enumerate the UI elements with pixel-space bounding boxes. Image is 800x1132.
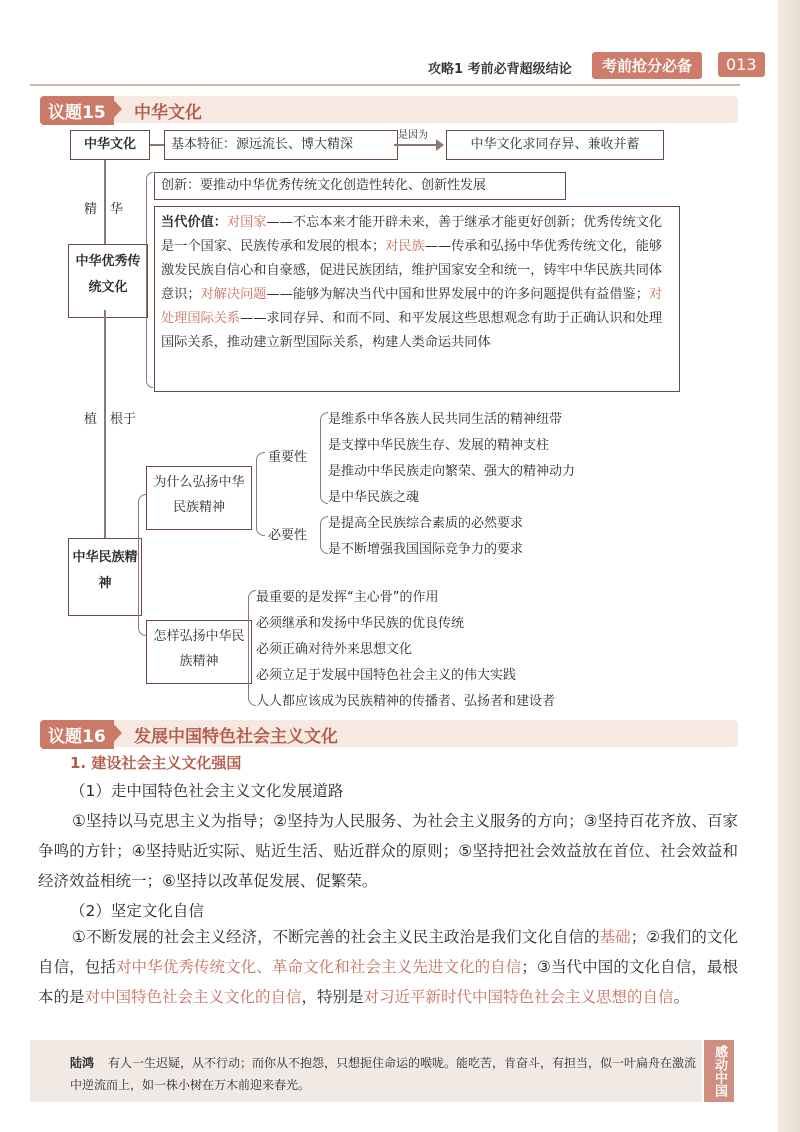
running-header: 攻略1 考前必背超级结论 [428,62,572,77]
p2-e: ；③当代中国的文化自信，最根本的是 [38,958,738,1006]
root-node: 中华文化 [70,130,150,160]
importance-item: 是维系中华各族人民共同生活的精神纽带 [328,412,563,427]
necessity-item: 是不断增强我国国际竞争力的要求 [328,542,524,557]
side-tag: 感动中国 [704,1040,734,1102]
value-t2: ——传承和弘扬中华优秀传统文化，能够激发民族自信心和自豪感，促进民族团结，维护国家安全和统一，铸牢中华民族共同体意识； [161,239,663,302]
value-k1: 对国家 [226,215,267,230]
value-k3: 对解决问题 [200,287,267,302]
tag-arrow [110,96,122,122]
topic16-tag: 议题16 [40,720,114,749]
topic15-tag: 议题15 [40,96,114,125]
value-t1: ——不忘本来才能开辟未来，善于继承才能更好创新；优秀传统文化是一个国家、民族传承和发展的根本； [161,215,663,254]
tag-arrow [110,720,122,746]
why-node: 为什么弘扬中华民族精神 [146,466,252,530]
value-t4: ——求同存异、和而不同、和平发展这些思想观念有助于正确认识和处理国际关系，推动建立新型国际关系，构建人类命运共同体 [161,311,663,350]
importance-brace [320,412,328,504]
value-k2: 对民族 [385,239,425,254]
quote-author: 陆鸿 [70,1056,95,1070]
importance-item: 是推动中华民族走向繁荣、强大的精神动力 [328,464,576,479]
subsection-title: 1. 建设社会主义文化强国 [70,754,242,772]
p2-d: 对中华优秀传统文化、革命文化和社会主义先进文化的自信 [115,958,522,976]
because-label: 是因为 [398,130,428,141]
p1-heading: （1）走中国特色社会主义文化发展道路 [70,782,344,800]
spirit-node: 中华民族精神 [68,538,142,616]
why-brace [256,452,265,536]
how-brace [248,590,256,706]
arrow-head [436,139,444,151]
quote-text: 有人一生迟疑，从不行动；而你从不抱怨，只想扼住命运的喉咙。能吃苦，肯奋斗，有担当，似一叶扁舟在激流中逆流而上，如一株小树在万木前迎来春光。 [70,1056,697,1092]
essence-label: 精 华 [84,202,124,217]
p1-body: ①坚持以马克思主义为指导；②坚持为人民服务、为社会主义服务的方向；③坚持百花齐放、百家争鸣的方针；④坚持贴近实际、贴近生活、贴近群众的原则；⑤坚持把社会效益放在首位、社会效益和经济效益相统一；⑥坚持以改革促发展、促繁荣。 [38,812,738,890]
value-label: 当代价值： [161,215,227,230]
p2-h: 对习近平新时代中国特色社会主义思想的自信 [363,988,674,1006]
basic-feature-node [164,130,398,160]
p2-i: 。 [673,988,690,1006]
p2-c: ；②我们的文化自信，包括 [38,928,738,976]
necessity-item: 是提高全民族综合素质的必然要求 [328,516,524,531]
p2-body [38,922,738,1012]
importance-item: 是支撑中华民族生存、发展的精神支柱 [328,438,550,453]
quote-block [70,1052,700,1096]
page-edge [778,0,800,1132]
how-item: 人人都应该成为民族精神的传播者、弘扬者和建设者 [256,694,556,709]
how-node: 怎样弘扬中华民族精神 [146,620,252,684]
header-badge: 考前抢分必备 [592,52,702,79]
necessity-brace [320,516,328,554]
value-k4: 对处理国际关系 [161,287,663,326]
feature-result-node: 中华文化求同存异、兼收并蓄 [446,130,664,160]
tradition-brace [146,172,153,388]
value-node [154,206,680,392]
how-item: 必须继承和发扬中华民族的优良传统 [256,616,465,631]
arrow-line [394,144,442,146]
rooted-label: 植 根于 [84,412,137,427]
p2-g: ，特别是 [301,988,364,1006]
importance-label: 重要性 [268,450,308,465]
connector [150,144,164,146]
header-rule [30,84,740,86]
p2-f: 对中国特色社会主义文化的自信 [84,988,302,1006]
innovation-node: 创新：要推动中华优秀传统文化创造性转化、创新性发展 [154,172,566,200]
p2-heading: （2）坚定文化自信 [70,902,204,920]
topic15-title: 中华文化 [134,103,202,123]
value-t3: ——能够为解决当代中国和世界发展中的许多问题提供有益借鉴； [266,287,649,302]
section-band [112,96,738,123]
how-item: 最重要的是发挥“主心骨”的作用 [256,590,439,605]
necessity-label: 必要性 [268,528,308,543]
page-number: 013 [718,52,765,77]
p2-b: 基础 [599,928,631,946]
how-item: 必须立足于发展中国特色社会主义的伟大实践 [256,668,517,683]
how-item: 必须正确对待外来思想文化 [256,642,413,657]
topic16-title: 发展中国特色社会主义文化 [134,727,338,747]
basic-feature-text: 基本特征：源远流长、博大精深 [171,137,354,152]
tradition-node: 中华优秀传统文化 [68,244,148,318]
importance-item: 是中华民族之魂 [328,490,420,505]
p2-a: ①不断发展的社会主义经济，不断完善的社会主义民主政治是我们文化自信的 [72,928,600,946]
